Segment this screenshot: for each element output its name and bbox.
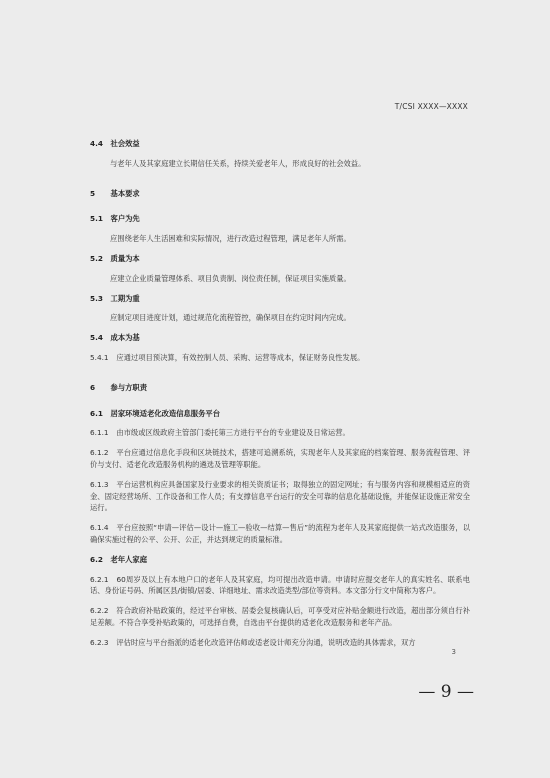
document-code: T/CSI XXXX—XXXX [394,102,468,111]
chapter-heading: 5 基本要求 [90,188,140,198]
section-heading: 6.1 居家环境适老化改造信息服务平台 [90,408,220,418]
paragraph: 与老年人及其家庭建立长期信任关系，持续关爱老年人，形成良好的社会效益。 [110,158,366,168]
section-heading: 6.2 老年人家庭 [90,554,148,564]
chapter-heading: 6 参与方职责 [90,382,148,392]
paragraph: 应建立企业质量管理体系、项目负责制、岗位责任制，保证项目实施质量。 [110,273,351,283]
section-heading: 5.2 质量为本 [90,253,140,263]
paragraph: 应制定项目进度计划，通过规范化流程管控，确保项目在约定时间内完成。 [110,313,351,323]
numbered-clause: 6.2.2 符合政府补贴政策的，经过平台审核、居委会复核确认后，可享受对应补贴金额进行改造，超出部分须自行补足差额。不符合享受补贴政策的，可选择自费，自选由平台提供的适老化改造服务和老年产品。 [90,606,471,627]
numbered-clause: 6.1.2 平台应通过信息化手段和区块链技术，搭建可追溯系统，实现老年人及其家庭的档案管理、服务流程管理、评价与支付、适老化改造服务机构的遴选及管理等职能。 [90,448,471,469]
numbered-clause: 6.1.3 平台运营机构应具备国家及行业要求的相关资质证书；取得独立的固定网址；有与服务内容和规模相适应的资金、固定经营场所、工作设备和工作人员；有支撑信息平台运行的安全可靠的信息化基础设施，并能保证设施正常安全运行。 [90,479,471,513]
section-heading: 5.3 工期为重 [90,293,140,303]
section-heading: 5.4 成本为基 [90,333,140,343]
document-body [90,138,470,649]
page-number-large: — 9 — [418,682,474,702]
numbered-clause: 6.1.4 平台应按照“申请—评估—设计—施工—验收—结算—售后”的流程为老年人及其家庭提供一站式改造服务，以确保实施过程的公平、公开、公正，并达到规定的质量标准。 [90,523,470,544]
paragraph: 应围绕老年人生活困难和实际情况，进行改造过程管理，满足老年人所需。 [110,234,351,244]
numbered-clause: 6.2.3 评估时应与平台指派的适老化改造评估师或适老设计师充分沟通，说明改造的具体需求，双方 [90,637,416,647]
numbered-clause: 6.2.1 60周岁及以上有本地户口的老年人及其家庭，均可提出改造申请。申请时应提交老年人的真实姓名、联系电话、身份证号码、所属区县/街镇/居委、详细地址、需求改造类型/部位等资料。本文部分行文中简称为客户。 [90,574,470,596]
section-heading: 4.4 社会效益 [90,139,140,148]
section-heading: 5.1 客户为先 [90,214,140,224]
page-number-small: 3 [451,648,456,656]
numbered-clause: 5.4.1 应通过项目预决算，有效控制人员、采购、运营等成本，保证财务良性发展。 [90,352,365,362]
numbered-clause: 6.1.1 由市级或区级政府主管部门委托第三方进行平台的专业建设及日常运营。 [90,428,350,438]
